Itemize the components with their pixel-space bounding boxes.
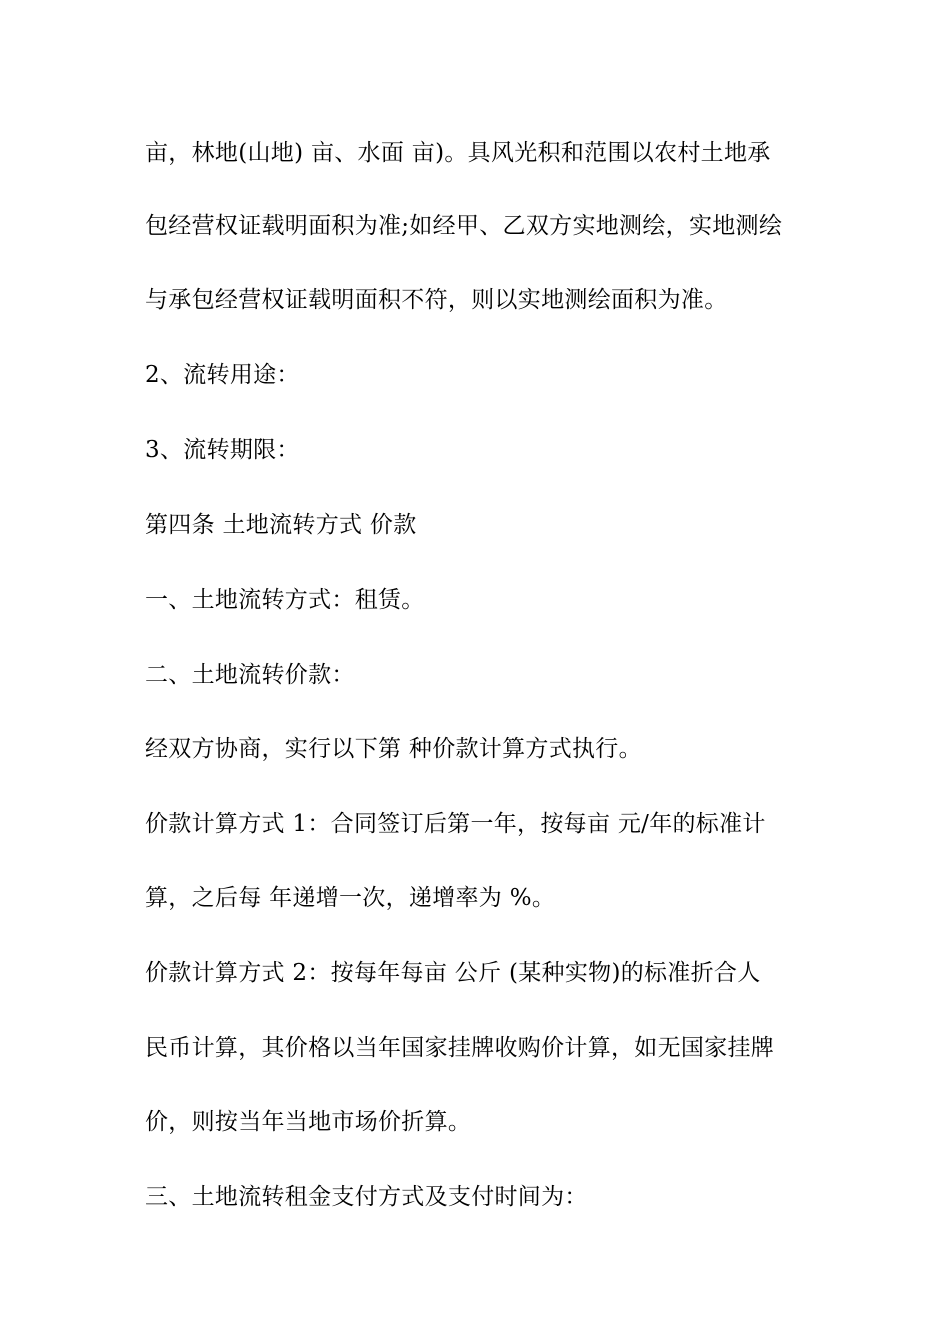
text-line-price-method-2b: 民币计算，其价格以当年国家挂牌收购价计算，如无国家挂牌 — [145, 1035, 775, 1061]
section-heading-article-four: 第四条 土地流转方式 价款 — [145, 512, 417, 538]
text-line-transfer-term: 3、流转期限： — [145, 437, 300, 463]
text-line-price-method-1b: 算，之后每 年递增一次，递增率为 %。 — [145, 885, 556, 911]
text-line-survey-rule: 与承包经营权证载明面积不符，则以实地测绘面积为准。 — [145, 287, 728, 313]
text-line-price-method-2c: 价，则按当年当地市场价折算。 — [145, 1109, 472, 1135]
text-line-price-method-1a: 价款计算方式 1：合同签订后第一年，按每亩 元/年的标准计 — [145, 811, 766, 837]
text-line-negotiation: 经双方协商，实行以下第 种价款计算方式执行。 — [145, 736, 642, 762]
text-line-area-description: 亩，林地(山地) 亩、水面 亩)。具风光积和范围以农村土地承 — [145, 140, 771, 166]
text-line-price-method-2a: 价款计算方式 2：按每年每亩 公斤 (某种实物)的标准折合人 — [145, 960, 761, 986]
text-line-transfer-method: 一、土地流转方式：租赁。 — [145, 587, 425, 613]
text-line-area-standard: 包经营权证载明面积为准;如经甲、乙双方实地测绘，实地测绘 — [145, 213, 783, 239]
text-line-transfer-price: 二、土地流转价款： — [145, 662, 355, 688]
text-line-payment-method: 三、土地流转租金支付方式及支付时间为： — [145, 1184, 588, 1210]
text-line-transfer-use: 2、流转用途： — [145, 362, 300, 388]
